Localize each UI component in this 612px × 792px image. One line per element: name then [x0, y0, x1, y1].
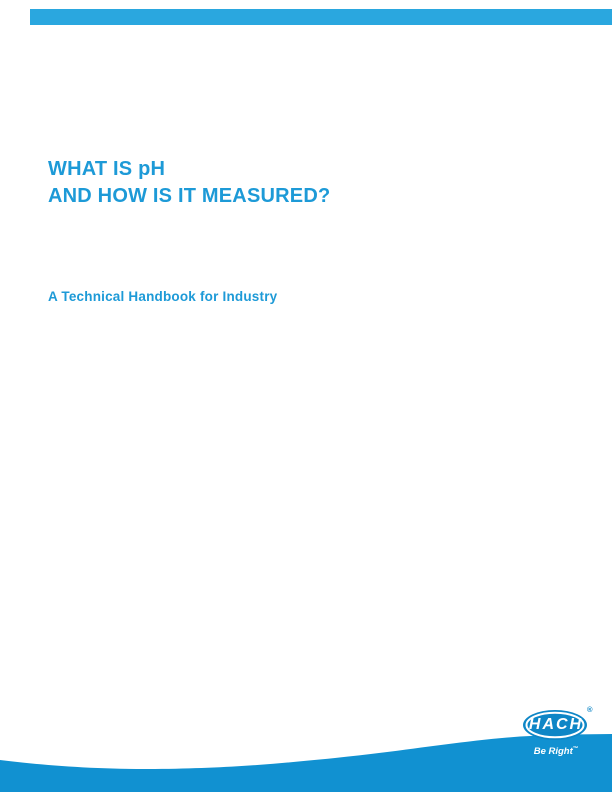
trademark-icon: ™	[572, 745, 579, 752]
footer-wave	[0, 700, 612, 792]
page-subtitle: A Technical Handbook for Industry	[48, 289, 278, 304]
be-right-tagline	[521, 747, 591, 757]
title-line-1: WHAT IS pH	[48, 158, 166, 180]
tagline-text: Be Right	[533, 746, 573, 757]
top-accent-bar	[30, 9, 612, 25]
page-title	[48, 156, 330, 210]
hach-logo-text: HACH	[528, 716, 584, 733]
registered-trademark-icon: ®	[587, 705, 593, 714]
wave-shape	[0, 734, 612, 792]
title-line-2: AND HOW IS IT MEASURED?	[48, 185, 331, 207]
